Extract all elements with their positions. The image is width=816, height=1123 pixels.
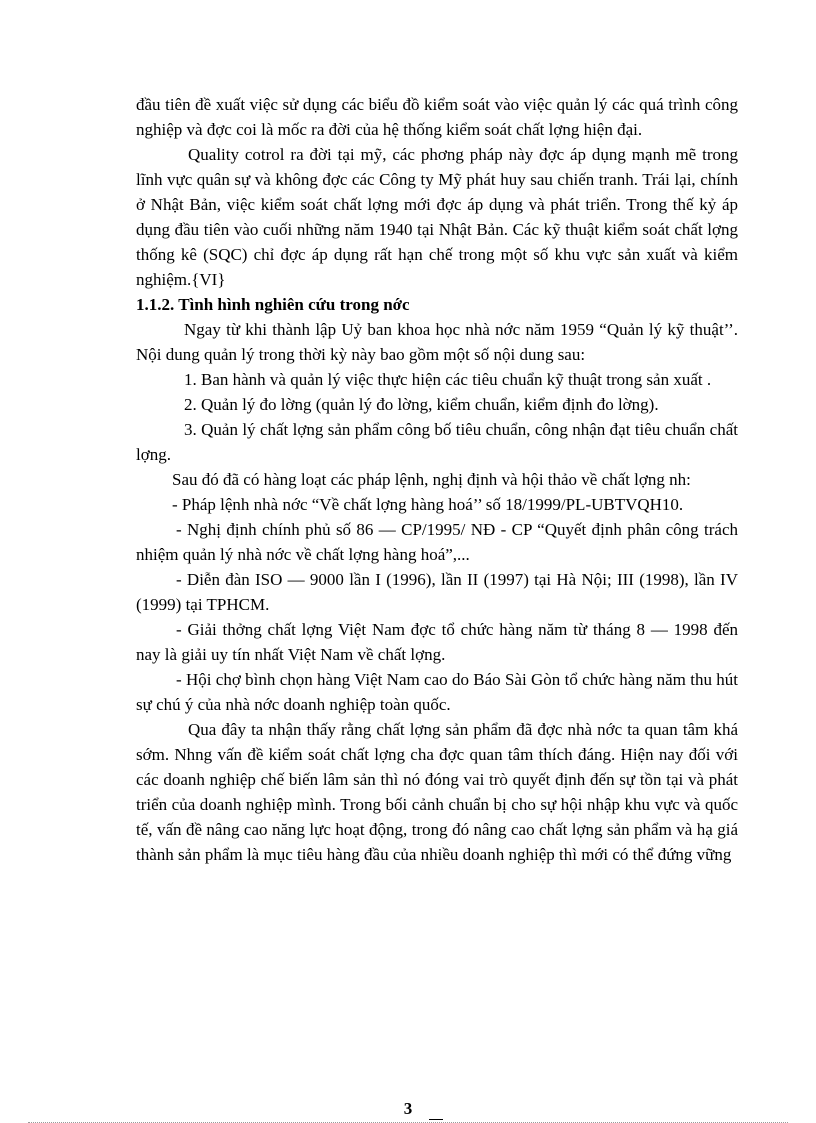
document-body: [136, 92, 738, 867]
paragraph-conclusion: Qua đây ta nhận thấy rằng chất lợng sản phẩm đã đợc nhà nớc ta quan tâm khá sớm. Nhng vấn đề kiểm soát chất lợng cha đợc quan tâm thích đáng. Hiện nay đối với các doanh nghiệp chế biến lâm sản thì nó đóng vai trò quyết định đến sự tồn tại và phát triển của doanh nghiệp mình. Trong bối cảnh chuẩn bị cho sự hội nhập khu vực và quốc tế, vấn đề nâng cao năng lực hoạt động, trong đó nâng cao chất lợng sản phẩm và hạ giá thành sản phẩm là mục tiêu hàng đầu của nhiều doanh nghiệp thì mới có thể đứng vững: [136, 720, 738, 864]
page-number: 3: [403, 1099, 413, 1118]
paragraph-regulations: Sau đó đã có hàng loạt các pháp lệnh, nghị định và hội thảo về chất lợng nh:: [172, 470, 691, 489]
bullet-trade-fair: - Hội chợ bình chọn hàng Việt Nam cao do Báo Sài Gòn tổ chức hàng năm thu hút sự chú ý của nhà nớc doanh nghiệp toàn quốc.: [136, 670, 738, 714]
paragraph-intro-continuation: đầu tiên đề xuất việc sử dụng các biểu đồ kiểm soát vào việc quản lý các quá trình công nghiệp và đợc coi là mốc ra đời của hệ thống kiểm soát chất lợng hiện đại.: [136, 95, 738, 139]
list-item-standards: 1. Ban hành và quản lý việc thực hiện các tiêu chuẩn kỹ thuật trong sản xuất .: [184, 370, 712, 389]
bullet-ordinance: - Pháp lệnh nhà nớc “Về chất lợng hàng hoá’’ số 18/1999/PL-UBTVQH10.: [172, 495, 684, 514]
page-number-underline: [429, 1119, 443, 1120]
list-item-quality: 3. Quản lý chất lợng sản phẩm công bố tiêu chuẩn, công nhận đạt tiêu chuẩn chất lợng.: [136, 420, 738, 464]
bullet-iso-forum: - Diễn đàn ISO — 9000 lần I (1996), lần II (1997) tại Hà Nội; III (1998), lần IV (1999) tại TPHCM.: [136, 570, 738, 614]
paragraph-quality-control: Quality cotrol ra đời tại mỹ, các phơng pháp này đợc áp dụng mạnh mẽ trong lĩnh vực quân sự và không đợc các Công ty Mỹ phát huy sau chiến tranh. Trái lại, chính ở Nhật Bản, việc kiểm soát chất lợng mới đợc áp dụng và phát triển. Trong thế kỷ áp dụng đầu tiên vào cuối những năm 1940 tại Nhật Bản. Các kỹ thuật kiểm soát chất lợng thống kê (SQC) chỉ đợc áp dụng rất hạn chế trong một số khu vực sản xuất và kiểm nghiệm.{VI}: [136, 145, 738, 289]
bullet-decree: - Nghị định chính phủ số 86 — CP/1995/ NĐ - CP “Quyết định phân công trách nhiệm quản lý nhà nớc về chất lợng hàng hoá”,...: [136, 520, 738, 564]
list-item-measurement: 2. Quản lý đo lờng (quản lý đo lờng, kiểm chuẩn, kiểm định đo lờng).: [184, 395, 659, 414]
section-heading: 1.1.2. Tình hình nghiên cứu trong nớc: [136, 295, 410, 314]
bullet-quality-award: - Giải thởng chất lợng Việt Nam đợc tổ chức hàng năm từ tháng 8 — 1998 đến nay là giải uy tín nhất Việt Nam về chất lợng.: [136, 620, 738, 664]
paragraph-committee: Ngay từ khi thành lập Uỷ ban khoa học nhà nớc năm 1959 “Quản lý kỹ thuật’’. Nội dung quản lý trong thời kỳ này bao gồm một số nội dung sau:: [136, 320, 738, 364]
